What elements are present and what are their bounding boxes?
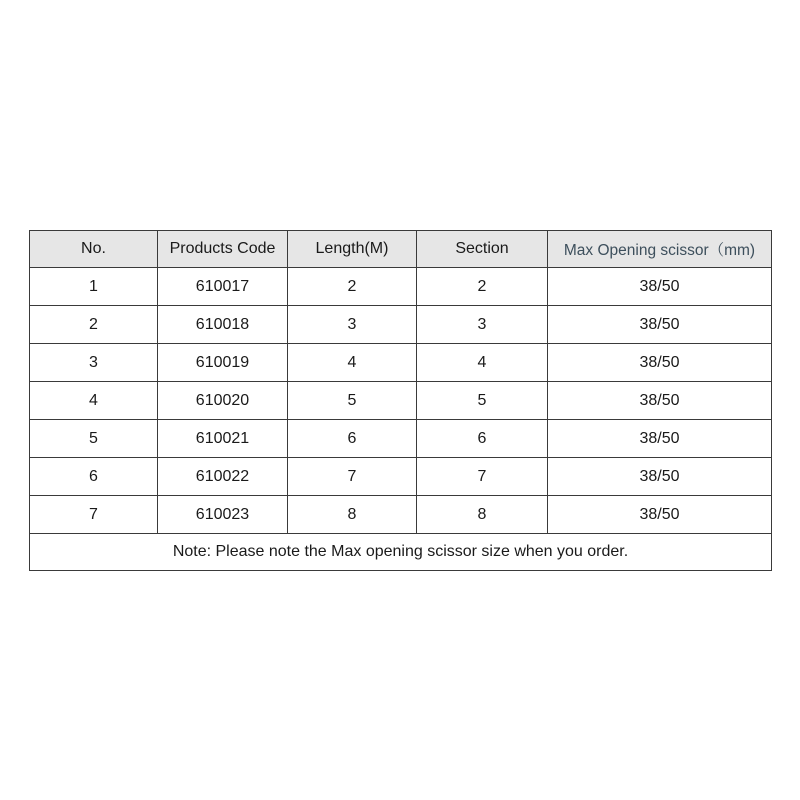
cell-no: 5 (30, 420, 158, 458)
cell-max-opening: 38/50 (548, 382, 772, 420)
cell-max-opening: 38/50 (548, 458, 772, 496)
header-products-code: Products Code (158, 231, 288, 268)
table-header (30, 231, 772, 268)
cell-max-opening: 38/50 (548, 420, 772, 458)
cell-section: 4 (417, 344, 548, 382)
cell-section: 3 (417, 306, 548, 344)
product-spec-table (29, 230, 772, 571)
cell-section: 6 (417, 420, 548, 458)
header-length: Length(M) (288, 231, 417, 268)
cell-no: 3 (30, 344, 158, 382)
cell-products-code: 610019 (158, 344, 288, 382)
cell-length: 8 (288, 496, 417, 534)
table-row (30, 268, 772, 306)
table-row (30, 306, 772, 344)
cell-products-code: 610021 (158, 420, 288, 458)
cell-products-code: 610017 (158, 268, 288, 306)
table-row (30, 420, 772, 458)
cell-no: 6 (30, 458, 158, 496)
cell-max-opening: 38/50 (548, 306, 772, 344)
cell-length: 6 (288, 420, 417, 458)
table-row (30, 496, 772, 534)
cell-no: 4 (30, 382, 158, 420)
header-no: No. (30, 231, 158, 268)
table-row (30, 458, 772, 496)
table-footer (30, 534, 772, 571)
cell-length: 5 (288, 382, 417, 420)
cell-length: 4 (288, 344, 417, 382)
cell-section: 7 (417, 458, 548, 496)
cell-no: 7 (30, 496, 158, 534)
cell-length: 3 (288, 306, 417, 344)
cell-products-code: 610023 (158, 496, 288, 534)
cell-no: 1 (30, 268, 158, 306)
cell-section: 2 (417, 268, 548, 306)
table-row (30, 382, 772, 420)
order-note: Note: Please note the Max opening scissor size when you order. (30, 534, 772, 571)
cell-products-code: 610022 (158, 458, 288, 496)
cell-length: 2 (288, 268, 417, 306)
cell-length: 7 (288, 458, 417, 496)
header-max-opening-scissor: Max Opening scissor（mm) (548, 231, 772, 268)
header-row (30, 231, 772, 268)
cell-max-opening: 38/50 (548, 268, 772, 306)
cell-no: 2 (30, 306, 158, 344)
table-row (30, 344, 772, 382)
cell-products-code: 610020 (158, 382, 288, 420)
cell-section: 8 (417, 496, 548, 534)
note-row (30, 534, 772, 571)
cell-max-opening: 38/50 (548, 496, 772, 534)
table-body (30, 268, 772, 534)
cell-section: 5 (417, 382, 548, 420)
header-section: Section (417, 231, 548, 268)
cell-products-code: 610018 (158, 306, 288, 344)
cell-max-opening: 38/50 (548, 344, 772, 382)
